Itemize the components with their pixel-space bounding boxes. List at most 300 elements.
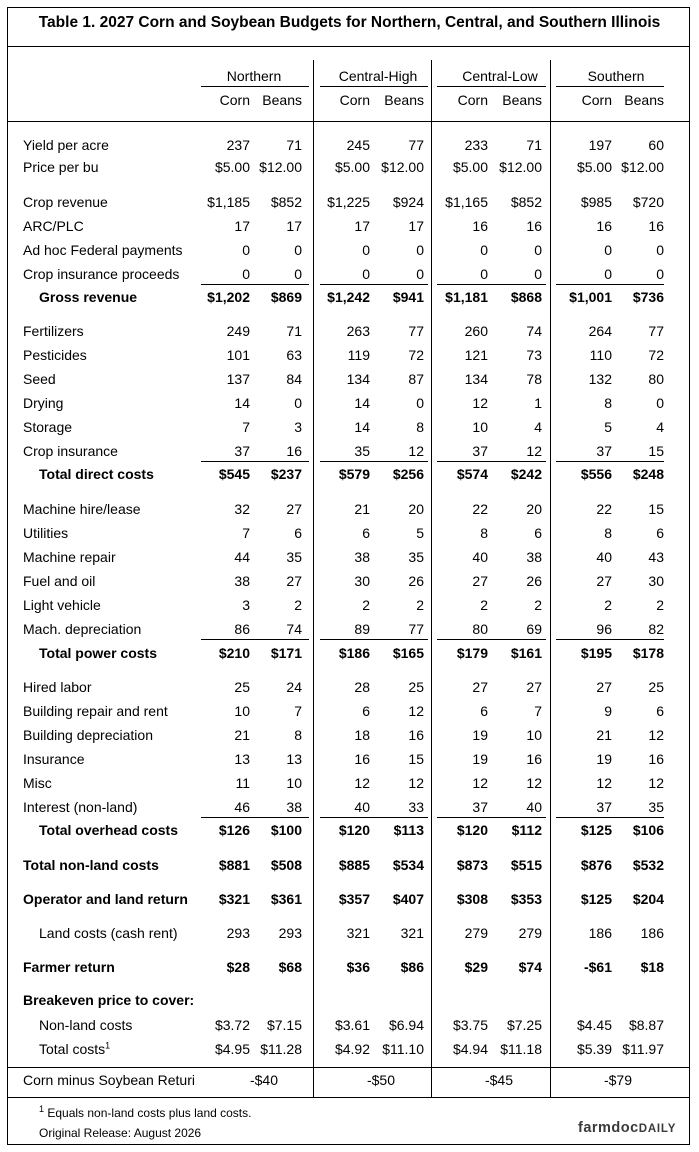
subtotal-underline xyxy=(437,639,546,640)
subtotal-underline xyxy=(201,284,309,285)
release-note: Original Release: August 2026 xyxy=(39,1126,202,1140)
table-cell: $100 xyxy=(270,822,302,838)
table-cell: -$50 xyxy=(366,1072,395,1088)
table-cell: 137 xyxy=(226,371,250,387)
table-cell: -$45 xyxy=(484,1072,513,1088)
table-cell: $924 xyxy=(392,194,424,210)
table-cell: 2 xyxy=(416,597,424,613)
breakeven-rule xyxy=(7,1067,690,1068)
row-label: Mach. depreciation xyxy=(23,621,142,637)
table-cell: 82 xyxy=(648,621,664,637)
row-label: Storage xyxy=(23,419,73,435)
row-label: Total power costs xyxy=(39,645,157,661)
table-cell: $1,165 xyxy=(445,194,488,210)
region-underline xyxy=(556,86,664,87)
table-cell: $5.39 xyxy=(576,1041,612,1057)
table-cell: $4.95 xyxy=(214,1041,250,1057)
region-header: Central-Low xyxy=(462,68,538,84)
table-cell: 2 xyxy=(604,597,612,613)
table-cell: 96 xyxy=(596,621,612,637)
table-cell: $6.94 xyxy=(388,1017,424,1033)
table-cell: 0 xyxy=(362,266,370,282)
region-underline xyxy=(320,86,428,87)
table-cell: $106 xyxy=(632,822,664,838)
table-cell: $28 xyxy=(226,959,250,975)
table-cell: 2 xyxy=(294,597,302,613)
table-cell: 73 xyxy=(526,347,542,363)
table-cell: 20 xyxy=(408,501,424,517)
table-cell: 13 xyxy=(286,751,302,767)
table-cell: 26 xyxy=(408,573,424,589)
region-header: Central-High xyxy=(338,68,418,84)
table-cell: 10 xyxy=(526,727,542,743)
row-label: ARC/PLC xyxy=(23,218,84,234)
table-cell: 71 xyxy=(286,137,302,153)
table-cell: 60 xyxy=(648,137,664,153)
table-cell: $186 xyxy=(338,645,370,661)
table-cell: $308 xyxy=(456,891,488,907)
table-cell: $86 xyxy=(400,959,424,975)
table-cell: 25 xyxy=(408,679,424,695)
crop-header: Corn xyxy=(219,92,250,108)
table-cell: 293 xyxy=(278,925,302,941)
table-cell: 249 xyxy=(226,323,250,339)
table-cell: $545 xyxy=(218,466,250,482)
table-cell: $125 xyxy=(580,822,612,838)
table-cell: 16 xyxy=(472,218,488,234)
table-cell: 3 xyxy=(242,597,250,613)
row-label: Non-land costs xyxy=(39,1017,133,1033)
table-cell: $941 xyxy=(392,289,424,305)
crop-header: Corn xyxy=(581,92,612,108)
table-cell: 35 xyxy=(286,549,302,565)
table-cell: 132 xyxy=(588,371,612,387)
table-cell: 0 xyxy=(294,395,302,411)
table-cell: $242 xyxy=(510,466,542,482)
table-cell: $5.00 xyxy=(214,159,250,175)
table-cell: 8 xyxy=(604,525,612,541)
table-cell: $1,225 xyxy=(327,194,370,210)
table-cell: $361 xyxy=(270,891,302,907)
row-label: Crop insurance xyxy=(23,443,118,459)
table-cell: 27 xyxy=(526,679,542,695)
table-cell: 25 xyxy=(234,679,250,695)
table-cell: $1,181 xyxy=(445,289,488,305)
table-cell: $36 xyxy=(346,959,370,975)
table-cell: $869 xyxy=(270,289,302,305)
table-cell: 21 xyxy=(354,501,370,517)
table-cell: $11.28 xyxy=(260,1041,302,1057)
table-cell: $4.94 xyxy=(452,1041,488,1057)
table-cell: 16 xyxy=(526,751,542,767)
table-cell: 1 xyxy=(534,395,542,411)
table-cell: 8 xyxy=(480,525,488,541)
table-cell: 37 xyxy=(234,443,250,459)
row-label: Pesticides xyxy=(23,347,87,363)
table-cell: 0 xyxy=(294,266,302,282)
table-cell: $532 xyxy=(632,857,664,873)
table-cell: 20 xyxy=(526,501,542,517)
table-cell: 11 xyxy=(235,775,250,791)
table-cell: 121 xyxy=(464,347,488,363)
table-cell: 78 xyxy=(526,371,542,387)
table-cell: $1,242 xyxy=(327,289,370,305)
table-cell: 12 xyxy=(596,775,612,791)
table-cell: 0 xyxy=(604,266,612,282)
table-cell: $852 xyxy=(510,194,542,210)
table-cell: $515 xyxy=(510,857,542,873)
table-cell: $579 xyxy=(338,466,370,482)
table-cell: 12 xyxy=(648,775,664,791)
table-cell: $248 xyxy=(632,466,664,482)
table-cell: 30 xyxy=(354,573,370,589)
logo-sub: DAILY xyxy=(638,1123,677,1135)
table-cell: $985 xyxy=(580,194,612,210)
crop-header: Corn xyxy=(457,92,488,108)
table-cell: $407 xyxy=(392,891,424,907)
table-cell: $4.45 xyxy=(576,1017,612,1033)
table-cell: $873 xyxy=(456,857,488,873)
table-cell: 40 xyxy=(354,799,370,815)
table-cell: 7 xyxy=(534,703,542,719)
table-cell: 279 xyxy=(464,925,488,941)
table-cell: 35 xyxy=(648,799,664,815)
table-cell: 12 xyxy=(526,443,542,459)
table-cell: $210 xyxy=(218,645,250,661)
table-cell: 293 xyxy=(226,925,250,941)
table-cell: $3.75 xyxy=(452,1017,488,1033)
table-cell: 16 xyxy=(408,727,424,743)
table-cell: 14 xyxy=(354,419,370,435)
table-cell: 12 xyxy=(526,775,542,791)
table-cell: 77 xyxy=(648,323,664,339)
table-cell: 110 xyxy=(589,347,612,363)
crop-header: Corn xyxy=(339,92,370,108)
table-cell: $11.10 xyxy=(382,1041,424,1057)
footnote-marker: 1 xyxy=(39,1104,45,1114)
table-cell: 74 xyxy=(526,323,542,339)
table-cell: 12 xyxy=(472,395,488,411)
table-cell: 8 xyxy=(604,395,612,411)
table-cell: 6 xyxy=(656,525,664,541)
subtotal-underline xyxy=(437,817,546,818)
table-cell: 27 xyxy=(286,573,302,589)
row-label: Building depreciation xyxy=(23,727,153,743)
table-cell: 6 xyxy=(362,525,370,541)
table-cell: 17 xyxy=(286,218,302,234)
table-cell: $1,185 xyxy=(207,194,250,210)
table-cell: 17 xyxy=(408,218,424,234)
table-cell: 89 xyxy=(354,621,370,637)
table-cell: 16 xyxy=(648,218,664,234)
footnote xyxy=(39,1106,251,1120)
table-cell: 5 xyxy=(604,419,612,435)
subtotal-underline xyxy=(437,461,546,462)
row-label: Corn minus Soybean Returi xyxy=(23,1072,195,1088)
table-cell: 233 xyxy=(464,137,488,153)
table-cell: 16 xyxy=(354,751,370,767)
row-label: Crop revenue xyxy=(23,194,108,210)
crop-header: Beans xyxy=(262,92,302,108)
table-cell: 15 xyxy=(648,501,664,517)
table-cell: 84 xyxy=(286,371,302,387)
table-cell: 16 xyxy=(286,443,302,459)
table-cell: $868 xyxy=(510,289,542,305)
table-cell: $126 xyxy=(218,822,250,838)
table-cell: 77 xyxy=(408,621,424,637)
table-cell: 2 xyxy=(534,597,542,613)
table-cell: 245 xyxy=(346,137,370,153)
row-label: Ad hoc Federal payments xyxy=(23,242,183,258)
table-cell: $1,001 xyxy=(569,289,612,305)
table-cell: 6 xyxy=(656,703,664,719)
table-cell: 0 xyxy=(656,266,664,282)
table-cell: 27 xyxy=(472,679,488,695)
table-cell: 38 xyxy=(234,573,250,589)
table-cell: 18 xyxy=(354,727,370,743)
table-cell: 19 xyxy=(472,727,488,743)
table-cell: 16 xyxy=(526,218,542,234)
table-cell: 260 xyxy=(464,323,488,339)
table-cell: 80 xyxy=(648,371,664,387)
table-cell: $178 xyxy=(632,645,664,661)
table-cell: 0 xyxy=(416,242,424,258)
table-cell: 0 xyxy=(480,266,488,282)
table-cell: 134 xyxy=(346,371,370,387)
table-cell: 6 xyxy=(294,525,302,541)
table-cell: 0 xyxy=(480,242,488,258)
table-cell: 6 xyxy=(362,703,370,719)
table-cell: $7.15 xyxy=(266,1017,302,1033)
table-cell: 197 xyxy=(588,137,612,153)
table-cell: $5.00 xyxy=(576,159,612,175)
table-cell: 26 xyxy=(526,573,542,589)
table-cell: $3.72 xyxy=(214,1017,250,1033)
table-cell: 40 xyxy=(526,799,542,815)
subtotal-underline xyxy=(556,639,664,640)
table-cell: 0 xyxy=(242,266,250,282)
table-cell: 14 xyxy=(234,395,250,411)
table-cell: 80 xyxy=(472,621,488,637)
row-label: Utilities xyxy=(23,525,69,541)
subtotal-underline xyxy=(556,284,664,285)
table-cell: 37 xyxy=(472,443,488,459)
table-cell: 0 xyxy=(604,242,612,258)
table-cell: 3 xyxy=(294,419,302,435)
table-cell: 14 xyxy=(354,395,370,411)
logo-main: farmdoc xyxy=(578,1120,639,1136)
table-cell: $12.00 xyxy=(499,159,542,175)
table-cell: $508 xyxy=(270,857,302,873)
table-cell: 237 xyxy=(226,137,250,153)
header-rule xyxy=(7,121,690,122)
table-cell: 0 xyxy=(534,242,542,258)
table-cell: 101 xyxy=(226,347,250,363)
table-cell: $237 xyxy=(270,466,302,482)
table-cell: 19 xyxy=(472,751,488,767)
table-cell: 77 xyxy=(408,137,424,153)
table-cell: 87 xyxy=(408,371,424,387)
table-cell: -$61 xyxy=(583,959,612,975)
table-cell: $736 xyxy=(632,289,664,305)
subtotal-underline xyxy=(437,284,546,285)
table-cell: 27 xyxy=(596,679,612,695)
table-cell: 0 xyxy=(534,266,542,282)
table-cell: $12.00 xyxy=(259,159,302,175)
row-label: Interest (non-land) xyxy=(23,799,138,815)
row-label: Yield per acre xyxy=(23,137,109,153)
table-cell: 263 xyxy=(346,323,370,339)
table-cell: $3.61 xyxy=(334,1017,370,1033)
table-cell: $120 xyxy=(456,822,488,838)
table-cell: $113 xyxy=(393,822,424,838)
table-cell: 22 xyxy=(472,501,488,517)
row-label: Farmer return xyxy=(23,959,115,975)
table-cell: 2 xyxy=(656,597,664,613)
row-label: Machine repair xyxy=(23,549,116,565)
table-cell: $1,202 xyxy=(207,289,250,305)
table-cell: 0 xyxy=(416,395,424,411)
table-cell: $125 xyxy=(580,891,612,907)
table-cell: $852 xyxy=(270,194,302,210)
subtotal-underline xyxy=(201,461,309,462)
table-cell: $120 xyxy=(338,822,370,838)
table-cell: $112 xyxy=(511,822,542,838)
table-cell: 12 xyxy=(408,443,424,459)
crop-header: Beans xyxy=(384,92,424,108)
table-title: Table 1. 2027 Corn and Soybean Budgets for Northern, Central, and Southern Illinois xyxy=(38,14,661,31)
table-cell: 12 xyxy=(648,727,664,743)
region-underline xyxy=(201,86,309,87)
table-cell: 321 xyxy=(346,925,370,941)
table-cell: 6 xyxy=(480,703,488,719)
row-label: Operator and land return xyxy=(23,891,188,907)
table-cell: 24 xyxy=(286,679,302,695)
subtotal-underline xyxy=(201,639,309,640)
table-cell: 44 xyxy=(234,549,250,565)
table-cell: 2 xyxy=(480,597,488,613)
table-cell: 72 xyxy=(408,347,424,363)
subtotal-underline xyxy=(320,284,428,285)
table-cell: 7 xyxy=(294,703,302,719)
table-cell: 38 xyxy=(354,549,370,565)
table-cell: 21 xyxy=(234,727,250,743)
table-cell: 10 xyxy=(286,775,302,791)
subtotal-underline xyxy=(320,639,428,640)
subtotal-underline xyxy=(556,461,664,462)
table-cell: 30 xyxy=(648,573,664,589)
table-cell: $8.87 xyxy=(628,1017,664,1033)
table-cell: $574 xyxy=(456,466,488,482)
row-label: Total direct costs xyxy=(39,466,154,482)
table-cell: 35 xyxy=(354,443,370,459)
table-cell: 27 xyxy=(286,501,302,517)
table-cell: 69 xyxy=(526,621,542,637)
table-cell: 37 xyxy=(472,799,488,815)
table-cell: $195 xyxy=(580,645,612,661)
row-label: Misc xyxy=(23,775,52,791)
region-header: Northern xyxy=(226,68,282,84)
table-cell: 72 xyxy=(648,347,664,363)
table-cell: $885 xyxy=(338,857,370,873)
table-cell: 0 xyxy=(416,266,424,282)
table-cell: 8 xyxy=(416,419,424,435)
table-cell: $204 xyxy=(632,891,664,907)
crop-header: Beans xyxy=(624,92,664,108)
table-cell: 71 xyxy=(286,323,302,339)
table-cell: 6 xyxy=(534,525,542,541)
table-cell: 0 xyxy=(242,242,250,258)
table-cell: 32 xyxy=(234,501,250,517)
table-cell: 17 xyxy=(354,218,370,234)
table-cell: 37 xyxy=(596,799,612,815)
row-label: Drying xyxy=(23,395,64,411)
table-cell: $161 xyxy=(510,645,542,661)
table-cell: $171 xyxy=(270,645,302,661)
row-label: Seed xyxy=(23,371,56,387)
table-cell: $7.25 xyxy=(506,1017,542,1033)
table-cell: 186 xyxy=(588,925,612,941)
table-cell: 4 xyxy=(534,419,542,435)
table-cell: 12 xyxy=(472,775,488,791)
table-cell: 0 xyxy=(656,395,664,411)
table-cell: 40 xyxy=(596,549,612,565)
table-cell: $68 xyxy=(278,959,302,975)
bottom-rule xyxy=(7,1097,690,1098)
row-label: Fuel and oil xyxy=(23,573,96,589)
table-cell: 46 xyxy=(234,799,250,815)
table-cell: 134 xyxy=(464,371,488,387)
row-label: Light vehicle xyxy=(23,597,101,613)
table-cell: 16 xyxy=(596,218,612,234)
table-cell: 15 xyxy=(648,443,664,459)
subtotal-underline xyxy=(556,817,664,818)
table-cell: 12 xyxy=(354,775,370,791)
table-cell: 186 xyxy=(640,925,664,941)
table-cell: 22 xyxy=(596,501,612,517)
table-cell: 0 xyxy=(656,242,664,258)
table-cell: 21 xyxy=(596,727,612,743)
subtotal-underline xyxy=(201,817,309,818)
table-cell: -$79 xyxy=(603,1072,632,1088)
row-label: Insurance xyxy=(23,751,85,767)
row-label: Machine hire/lease xyxy=(23,501,141,517)
row-label: Hired labor xyxy=(23,679,92,695)
table-cell: $876 xyxy=(580,857,612,873)
table-cell: $18 xyxy=(640,959,664,975)
row-label: Total non-land costs xyxy=(23,857,159,873)
table-cell: 15 xyxy=(408,751,424,767)
row-label: Land costs (cash rent) xyxy=(39,925,178,941)
table-cell: 37 xyxy=(596,443,612,459)
table-cell: 5 xyxy=(416,525,424,541)
table-cell: $5.00 xyxy=(334,159,370,175)
crop-header: Beans xyxy=(502,92,542,108)
row-label: Price per bu xyxy=(23,159,99,175)
table-cell: 321 xyxy=(400,925,424,941)
table-cell: $11.18 xyxy=(500,1041,542,1057)
table-cell: 71 xyxy=(526,137,542,153)
subtotal-underline xyxy=(320,461,428,462)
region-header: Southern xyxy=(587,68,645,84)
table-cell: 19 xyxy=(596,751,612,767)
table-cell: 16 xyxy=(648,751,664,767)
table-cell: 279 xyxy=(518,925,542,941)
table-cell: 27 xyxy=(472,573,488,589)
table-cell: $12.00 xyxy=(621,159,664,175)
table-cell: 4 xyxy=(656,419,664,435)
row-label: Crop insurance proceeds xyxy=(23,266,180,282)
